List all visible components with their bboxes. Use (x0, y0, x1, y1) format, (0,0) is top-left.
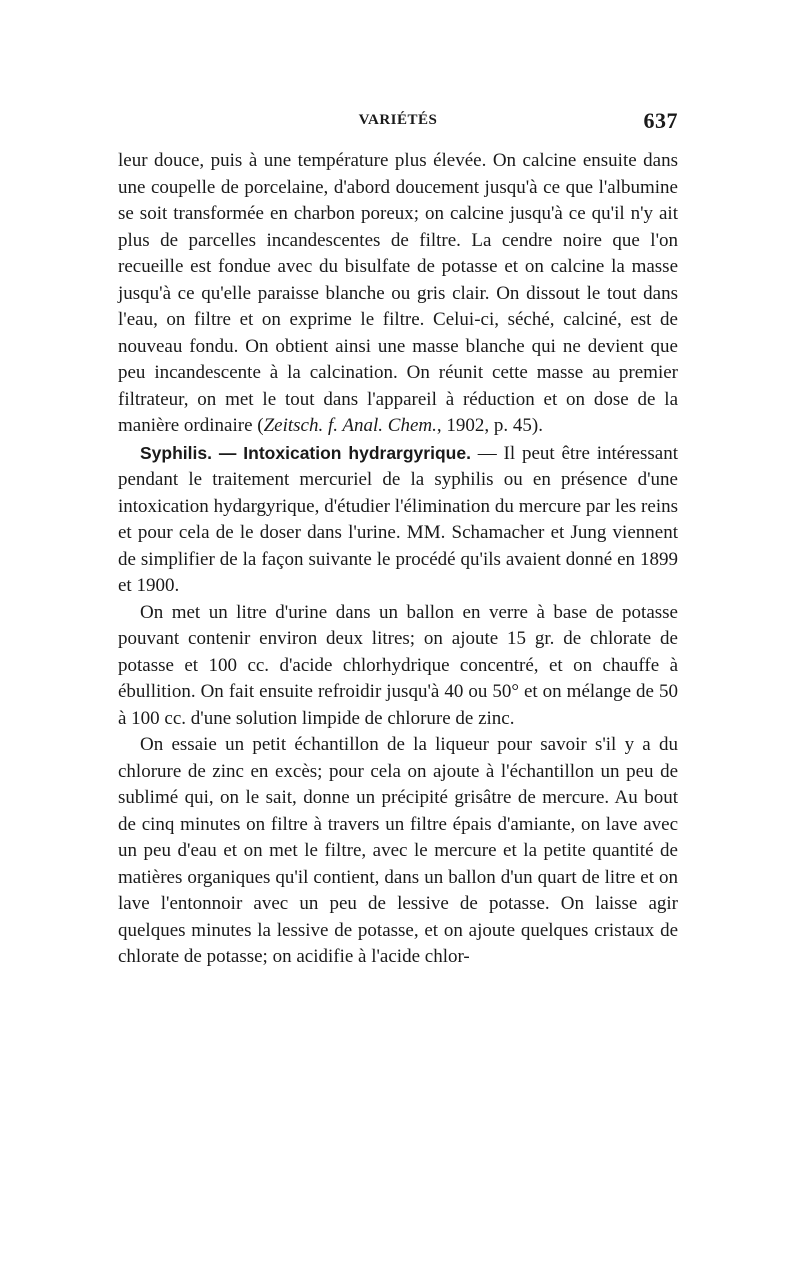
paragraph-2 (118, 440, 678, 600)
paragraph-3 (118, 600, 678, 733)
page-number: 637 (643, 108, 678, 133)
paragraph-1 (118, 148, 678, 440)
paragraph-4 (118, 732, 678, 971)
text-run: — Il peut être intéressant pendant le traitement mercuriel de la syphilis ou en présence d'une intoxication hydargyrique, d'étudier l'élimination du mercure par les reins et pour cela de le doser dans l'urine. MM. Schamacher et Jung viennent de simplifier de la façon suivante le procédé qu'ils avaient donné en 1899 et 1900. (118, 442, 678, 596)
journal-citation: Zeitsch. f. Anal. Chem. (263, 415, 437, 436)
running-head: VARIÉTÉS (358, 112, 438, 128)
text-run: , 1902, p. 45). (436, 415, 543, 436)
body-text (118, 148, 678, 971)
page-header (118, 108, 678, 148)
page (118, 108, 678, 971)
text-run: On met un litre d'urine dans un ballon en verre à base de potasse pouvant contenir environ deux litres; on ajoute 15 gr. de chlorate de potasse et 100 cc. d'acide chlorhydrique concentré, et on chauffe à ébullition. On fait ensuite refroidir jusqu'à 40 ou 50° et on mélange de 50 à 100 cc. d'une solution limpide de chlorure de zinc. (118, 601, 678, 729)
text-run: On essaie un petit échantillon de la liqueur pour savoir s'il y a du chlorure de zinc en excès; pour cela on ajoute à l'échantillon un peu de sublimé qui, on le sait, donne un précipité grisâtre de mercure. Au bout de cinq minutes on filtre à travers un filtre épais d'amiante, on lave avec un peu d'eau et on met le filtre, avec le mercure et la petite quantité de matières organiques qu'il contient, dans un ballon d'un quart de litre et on lave l'entonnoir avec un peu de lessive de potasse. On laisse agir quelques minutes la lessive de potasse, et on ajoute quelques cristaux de chlorate de potasse; on acidifie à l'acide chlor- (118, 734, 678, 967)
text-run: leur douce, puis à une température plus élevée. On calcine ensuite dans une coupelle de porcelaine, d'abord doucement jusqu'à ce que l'albumine se soit transformée en charbon poreux; on calcine jusqu'à ce qu'il n'y ait plus de parcelles incandescentes de filtre. La cendre noire que l'on recueille est fondue avec du bisulfate de potasse et on calcine la masse jusqu'à ce qu'elle paraisse blanche ou gris clair. On dissout le tout dans l'eau, on filtre et on exprime le filtre. Celui-ci, séché, calciné, est de nouveau fondu. On obtient ainsi une masse blanche qui ne devient que peu incandescente à la calcination. On réunit cette masse au premier filtrateur, on met le tout dans l'appareil à réduction et on dose de la manière ordinaire ( (118, 150, 678, 436)
section-heading: Syphilis. — Intoxication hydrargyrique. (140, 442, 471, 463)
